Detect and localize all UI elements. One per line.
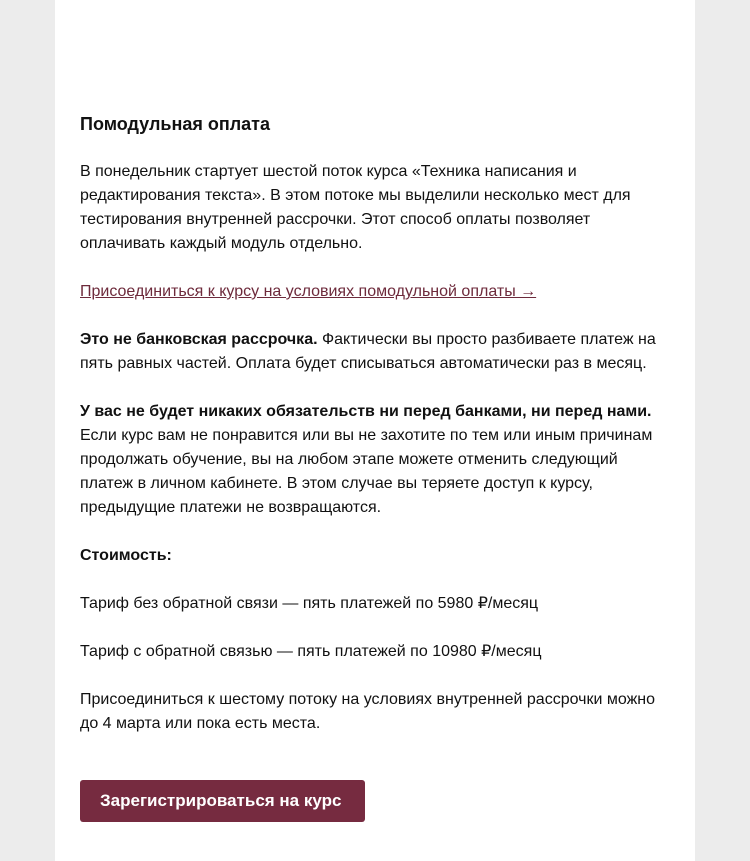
not-bank-text: Фактически вы просто разбиваете платеж на пять равных частей. Оплата будет списываться автоматически раз в месяц.: [80, 331, 656, 372]
section-title: Помодульная оплата: [80, 114, 270, 134]
join-course-link[interactable]: Присоединиться к курсу на условиях помодульной оплаты →: [80, 283, 537, 300]
tariff-no-feedback: Тариф без обратной связи — пять платежей по 5980 ₽/месяц: [80, 595, 539, 612]
cost-label: [80, 544, 670, 568]
no-obligation-bold: У вас не будет никаких обязательств ни перед банками, ни перед нами.: [80, 403, 652, 420]
no-obligation-paragraph: [80, 400, 670, 520]
register-button[interactable]: Зарегистрироваться на курс: [80, 780, 365, 822]
join-link-paragraph: [80, 280, 670, 304]
no-obligation-text: Если курс вам не понравится или вы не захотите по тем или иным причинам продолжать обучение, вы на любом этапе можете отменить следующий платеж в личном кабинете. В этом случае вы теряете доступ к курсу, предыдущие платежи не возвращаются.: [80, 427, 653, 516]
intro-paragraph: В понедельник стартует шестой поток курса «Техника написания и редактирования текста». В этом потоке мы выделили несколько мест для тестирования внутренней рассрочки. Этот способ оплаты позволяет оплачивать каждый модуль отдельно.: [80, 163, 631, 252]
not-bank-paragraph: [80, 328, 670, 376]
tariff-feedback: Тариф с обратной связью — пять платежей по 10980 ₽/месяц: [80, 643, 542, 660]
email-card: [55, 0, 695, 861]
deadline-paragraph: Присоединиться к шестому потоку на условиях внутренней рассрочки можно до 4 марта или пока есть места.: [80, 691, 656, 732]
not-bank-bold: Это не банковская рассрочка.: [80, 331, 318, 348]
content: [80, 112, 670, 822]
cost-label-text: Стоимость:: [80, 547, 172, 564]
